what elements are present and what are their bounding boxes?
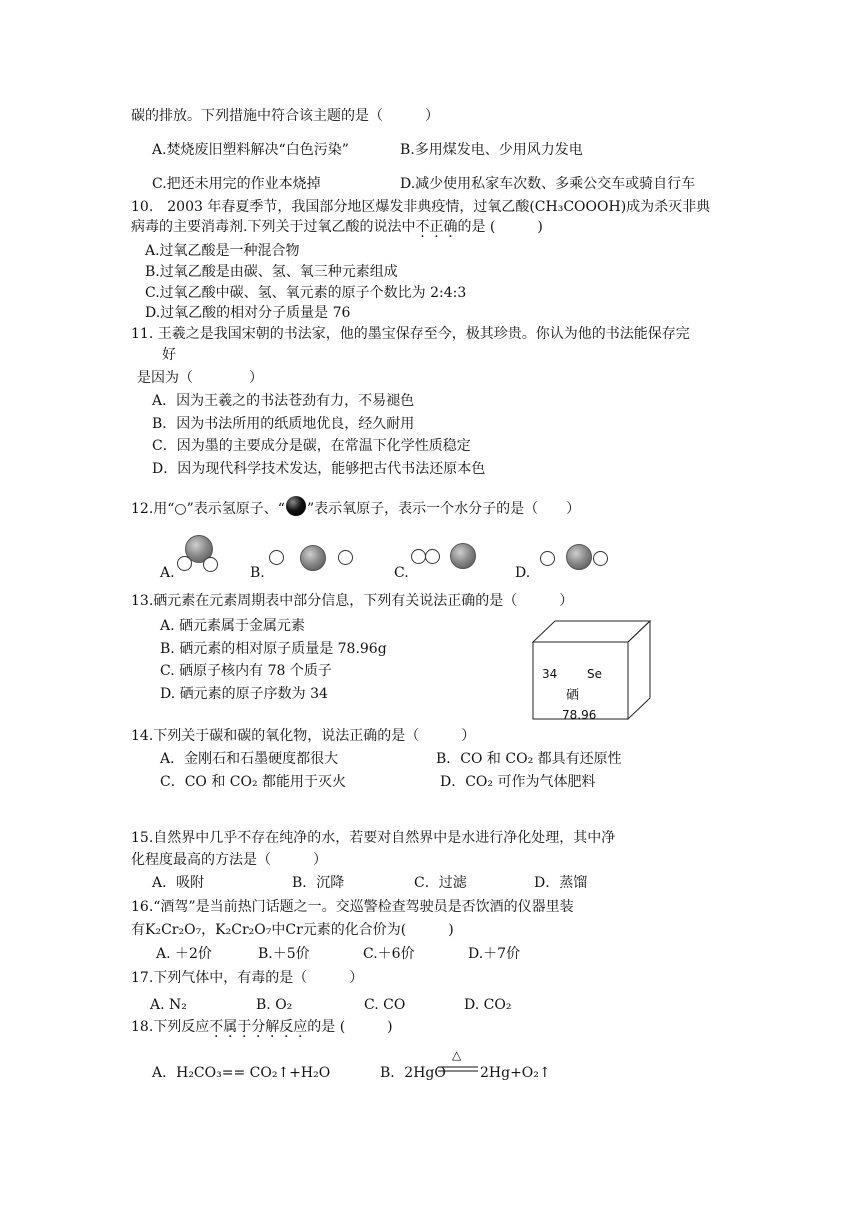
- q12-option-c[interactable]: C.: [394, 565, 409, 581]
- q10-stem-line2: [131, 218, 543, 236]
- q18-stem-pre: 18.下列反应: [131, 1019, 210, 1035]
- q15-stem-line1: 15.自然界中几乎不存在纯净的水，若要对自然界中是水进行净化处理，其中净: [131, 830, 616, 846]
- q18-emphasis-char: 应: [293, 1019, 308, 1035]
- q9-option-b[interactable]: B.多用煤发电、少用风力发电: [400, 142, 583, 158]
- hydrogen-atom-icon: [338, 550, 353, 565]
- q12-option-d[interactable]: D.: [515, 565, 531, 581]
- equals-double-line-icon: [438, 1066, 478, 1074]
- q10-emphasis-char: 正: [429, 219, 444, 235]
- q10-option-a[interactable]: A.过氧乙酸是一种混合物: [145, 243, 300, 259]
- q10-option-d[interactable]: D.过氧乙酸的相对分子质量是 76: [145, 305, 351, 321]
- q12-option-b[interactable]: B.: [250, 565, 265, 581]
- q18-option-b-right[interactable]: 2Hg+O₂↑: [480, 1065, 551, 1081]
- q18-stem-post: 的是 ( ): [307, 1019, 393, 1035]
- q9-option-a[interactable]: A.焚烧废旧塑料解决“白色污染”: [152, 142, 349, 158]
- q18-emphasis-char: 分: [251, 1019, 266, 1035]
- cell-atomic-number: 34: [542, 667, 558, 681]
- q18-option-a[interactable]: A．H₂CO₃== CO₂↑+H₂O: [152, 1065, 331, 1081]
- q11-stem-line1: 11. 王羲之是我国宋朝的书法家，他的墨宝保存至今，极其珍贵。你认为他的书法能保存完: [131, 326, 690, 342]
- q9-option-d[interactable]: D.减少使用私家车次数、多乘公交车或骑自行车: [400, 176, 696, 192]
- q10-emphasis-char: 确: [443, 219, 458, 235]
- q15-option-b[interactable]: B．沉降: [292, 875, 345, 891]
- q9-stem-tail: 碳的排放。下列措施中符合该主题的是（ ）: [131, 108, 439, 124]
- q14-option-c[interactable]: C．CO 和 CO₂ 都能用于灭火: [160, 774, 347, 790]
- hydrogen-atom-icon: [593, 551, 608, 566]
- q17-stem: 17.下列气体中，有毒的是（ ）: [131, 970, 364, 986]
- q11-option-d[interactable]: D．因为现代科学技术发达，能够把古代书法还原本色: [152, 461, 486, 477]
- hydrogen-atom-icon: [425, 549, 440, 564]
- hydrogen-atom-icon: [203, 557, 218, 572]
- q13-option-a[interactable]: A. 硒元素属于金属元素: [160, 618, 306, 634]
- q16-option-c[interactable]: C.＋6价: [363, 946, 415, 962]
- cell-element-name: 硒: [566, 688, 580, 703]
- q16-option-d[interactable]: D.＋7价: [468, 946, 521, 962]
- q10-option-c[interactable]: C.过氧乙酸中碳、氢、氧元素的原子个数比为 2:4:3: [145, 285, 467, 301]
- q13-option-c[interactable]: C. 硒原子核内有 78 个质子: [160, 663, 332, 679]
- q11-stem-line3: 是因为（ ）: [137, 370, 263, 386]
- oxygen-atom-icon: [300, 545, 326, 571]
- q14-option-a[interactable]: A．金刚石和石墨硬度都很大: [160, 751, 339, 767]
- oxygen-atom-icon: [450, 543, 476, 569]
- oxygen-atom-icon: [566, 544, 592, 570]
- periodic-table-cell: [532, 620, 652, 728]
- q14-option-b[interactable]: B．CO 和 CO₂ 都具有还原性: [436, 751, 622, 767]
- q15-option-d[interactable]: D．蒸馏: [534, 875, 588, 891]
- hydrogen-atom-icon: [269, 550, 284, 565]
- q15-option-c[interactable]: C．过滤: [414, 875, 467, 891]
- oxygen-atom-icon: [286, 496, 306, 516]
- q12-stem-pre: 12.用“○”表示氢原子、“: [131, 501, 285, 517]
- hydrogen-atom-icon: [540, 551, 555, 566]
- hydrogen-atom-icon: [411, 549, 426, 564]
- q18-emphasis-char: 解: [265, 1019, 280, 1035]
- q17-option-b[interactable]: B. O₂: [256, 997, 293, 1013]
- q18-stem: [131, 1018, 393, 1036]
- q18-emphasis-char: 不: [209, 1019, 224, 1035]
- q18-option-b-left[interactable]: B．2HgO: [380, 1065, 446, 1081]
- q16-option-a[interactable]: A. ＋2价: [156, 946, 212, 962]
- q16-stem-line1: 16.“酒驾”是当前热门话题之一。交巡警检查驾驶员是否饮酒的仪器里装: [131, 899, 574, 915]
- q10-stem-line1: 10. 2003 年春夏季节，我国部分地区爆发非典疫情，过氧乙酸(CH₃COOOH)成为杀灭非典: [131, 199, 711, 215]
- q10-stem-pre: 病毒的主要消毒剂.下列关于过氧乙酸的说法中: [131, 219, 416, 235]
- q11-option-b[interactable]: B．因为书法所用的纸质地优良，经久耐用: [152, 416, 415, 432]
- q16-stem-line2: 有K₂Cr₂O₇，K₂Cr₂O₇中Cr元素的化合价为( ): [131, 922, 454, 938]
- cell-element-symbol: Se: [587, 667, 602, 681]
- q15-option-a[interactable]: A．吸附: [152, 875, 205, 891]
- hydrogen-atom-icon: [177, 556, 192, 571]
- q11-option-a[interactable]: A．因为王羲之的书法苍劲有力，不易褪色: [152, 393, 415, 409]
- q12-stem: [131, 496, 580, 518]
- q10-stem-post: 的是 ( ): [457, 219, 543, 235]
- q10-emphasis-char: 不: [415, 219, 430, 235]
- q18-emphasis-char: 于: [237, 1019, 252, 1035]
- q17-option-a[interactable]: A. N₂: [150, 997, 187, 1013]
- q12-option-a[interactable]: A.: [160, 565, 175, 581]
- q18-emphasis-char: 反: [279, 1019, 294, 1035]
- q10-option-b[interactable]: B.过氧乙酸是由碳、氢、氧三种元素组成: [145, 264, 398, 280]
- q11-option-c[interactable]: C．因为墨的主要成分是碳，在常温下化学性质稳定: [152, 438, 471, 454]
- q14-option-d[interactable]: D．CO₂ 可作为气体肥料: [440, 774, 596, 790]
- q15-stem-line2: 化程度最高的方法是（ ）: [131, 852, 327, 868]
- q13-stem: 13.硒元素在元素周期表中部分信息，下列有关说法正确的是（ ）: [131, 593, 574, 609]
- q14-stem: 14.下列关于碳和碳的氧化物，说法正确的是（ ）: [131, 728, 476, 744]
- q17-option-d[interactable]: D. CO₂: [464, 997, 512, 1013]
- q13-option-d[interactable]: D. 硒元素的原子序数为 34: [160, 686, 328, 702]
- heating-condition-icon: △: [452, 1048, 462, 1062]
- cell-atomic-mass: 78.96: [562, 708, 597, 722]
- q16-option-b[interactable]: B.＋5价: [258, 946, 310, 962]
- q9-option-c[interactable]: C.把还未用完的作业本烧掉: [152, 176, 321, 192]
- q17-option-c[interactable]: C. CO: [364, 997, 406, 1013]
- q11-stem-line2: 好: [162, 347, 176, 363]
- q18-emphasis-char: 属: [223, 1019, 238, 1035]
- q12-stem-post: ”表示氧原子，表示一个水分子的是（ ）: [306, 501, 581, 517]
- q13-option-b[interactable]: B. 硒元素的相对原子质量是 78.96g: [160, 641, 387, 657]
